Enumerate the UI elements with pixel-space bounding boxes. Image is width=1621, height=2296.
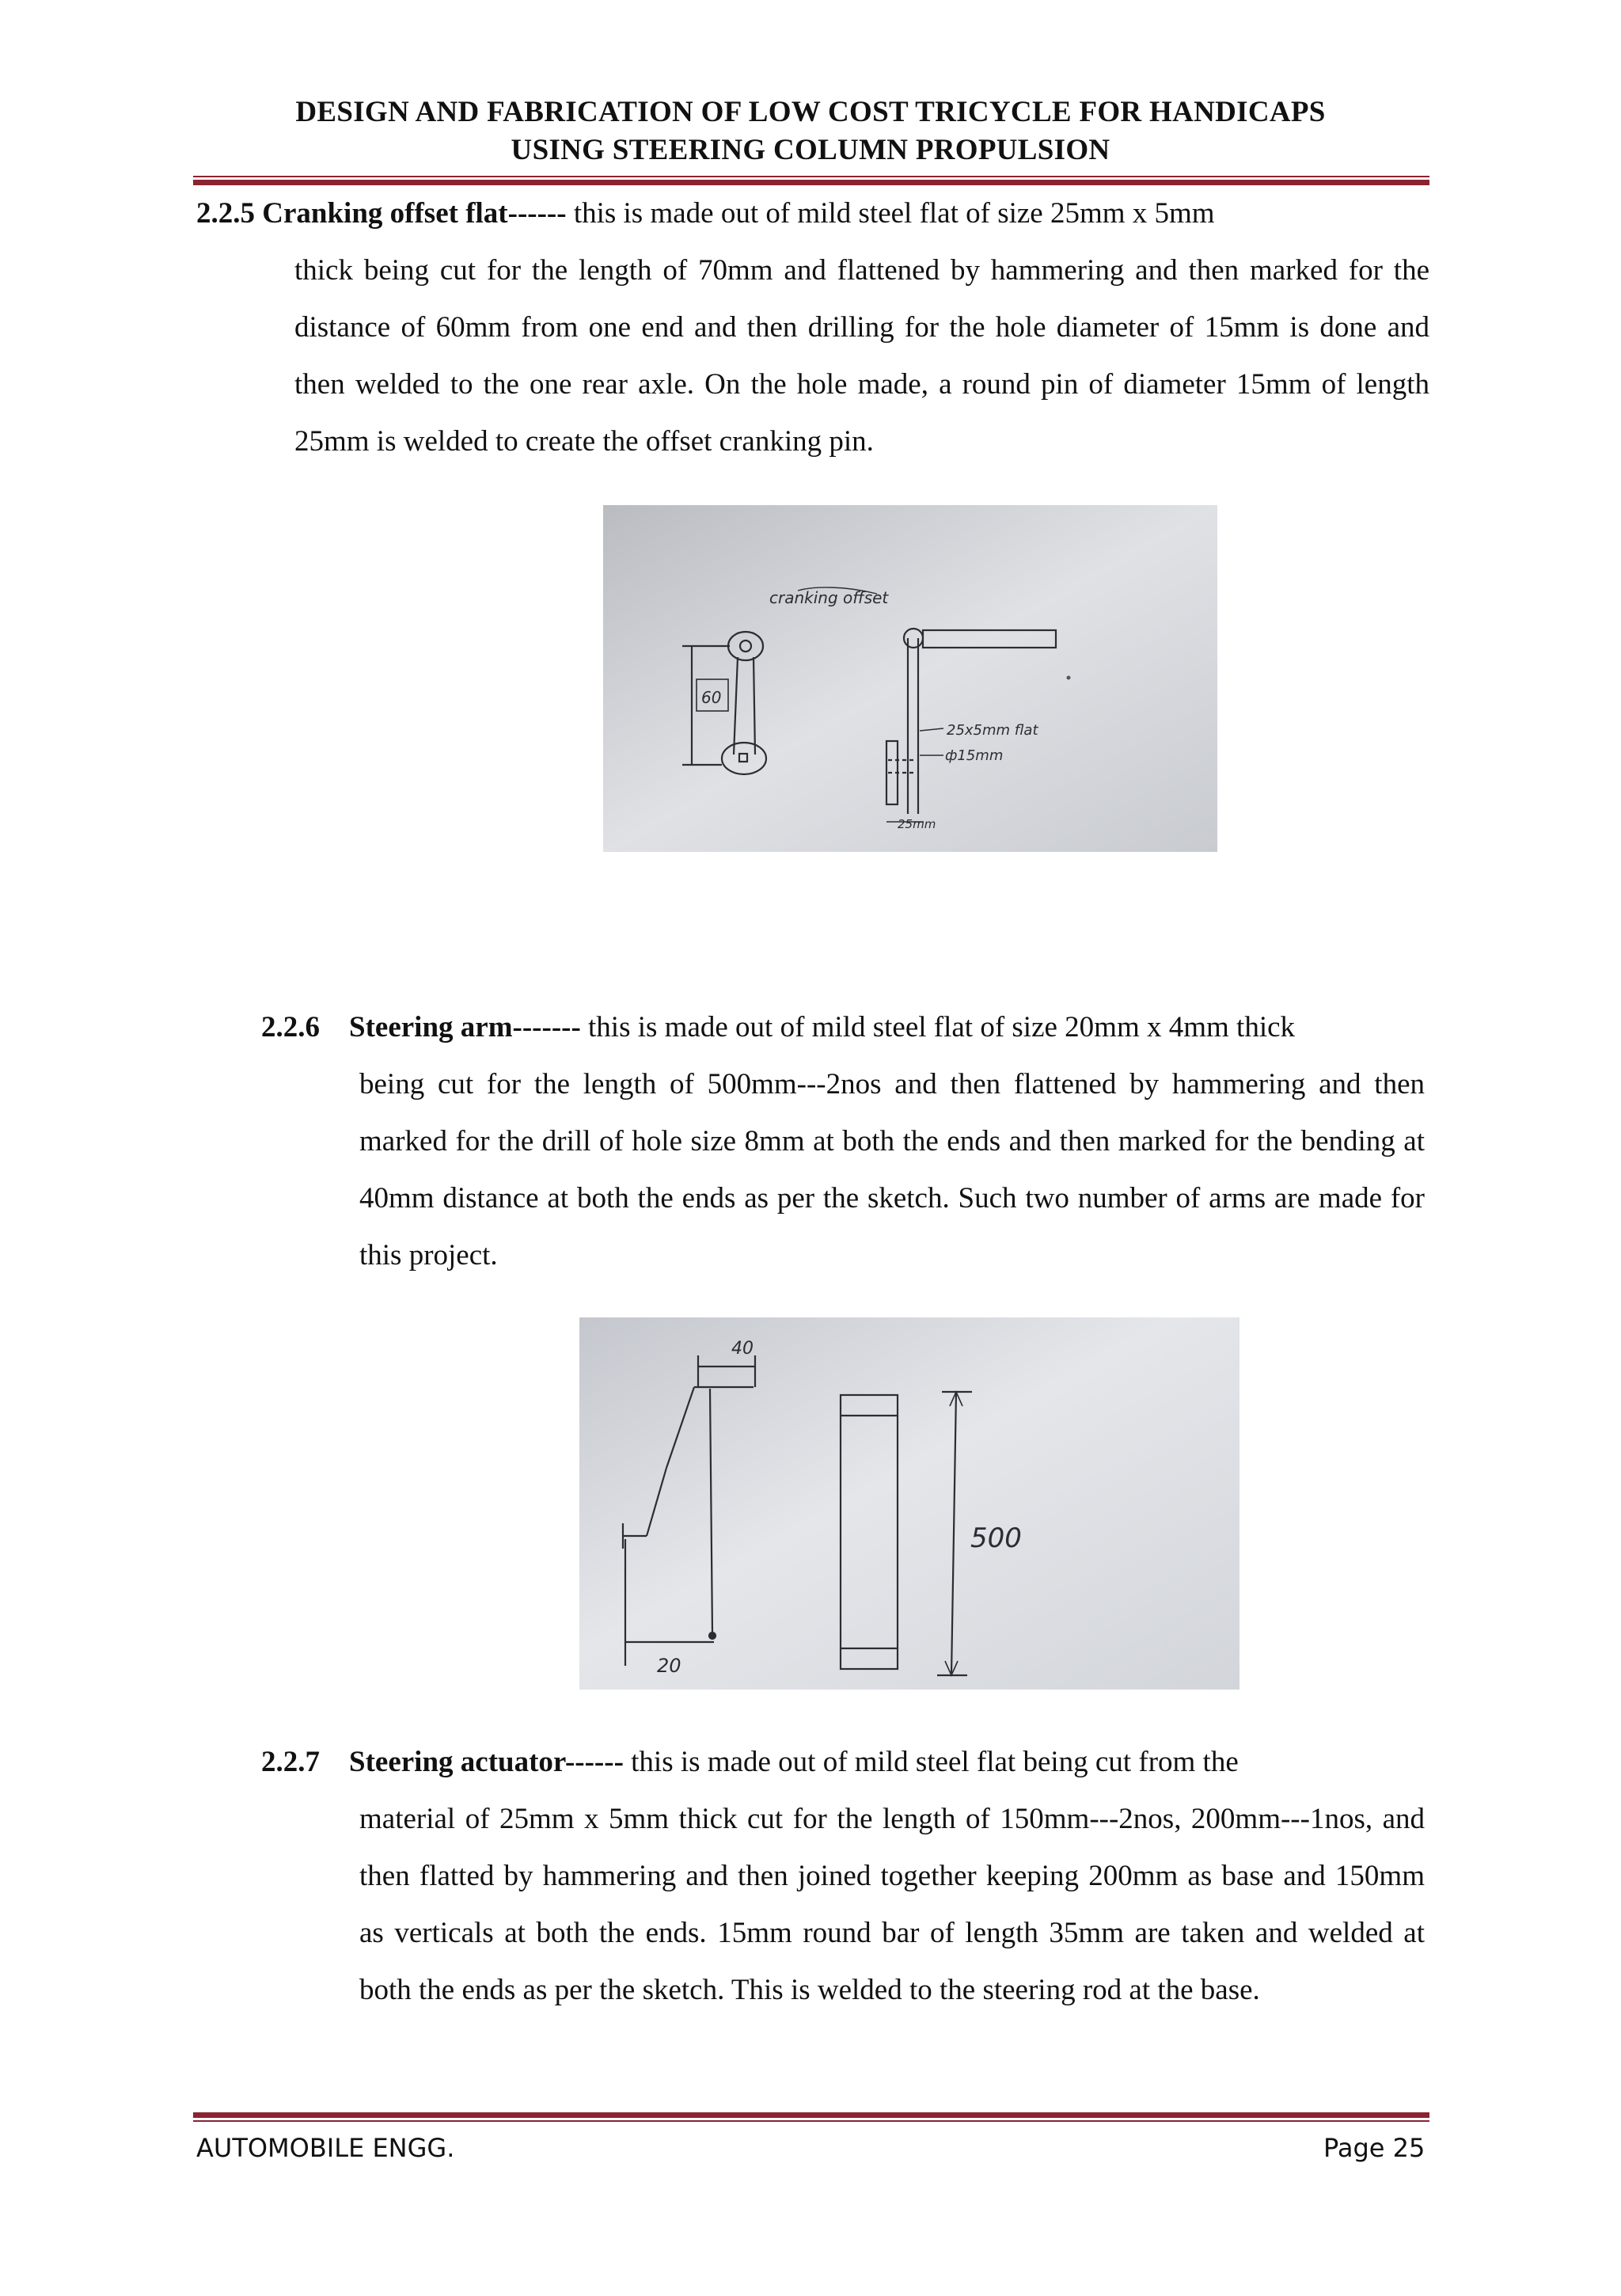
section-lead: this is made out of mild steel flat of size 20mm x 4mm thick — [580, 1011, 1296, 1043]
fig1-flat-note: 25x5mm flat — [947, 722, 1038, 739]
section-dashes: ------ — [564, 1746, 624, 1778]
fig1-hole-note: ф15mm — [945, 747, 1004, 764]
header-title-line1: DESIGN AND FABRICATION OF LOW COST TRICYCLE FOR HANDICAPS — [295, 96, 1326, 128]
cranking-offset-sketch-photo — [603, 505, 1217, 852]
section-number: 2.2.6 — [261, 1011, 320, 1043]
fig1-title: cranking offset — [769, 588, 889, 607]
section-2-2-5-body: thick being cut for the length of 70mm and flattened by hammering and then marked for the distance of 60mm from one end and then drilling for the hole diameter of 15mm is done and then welded to the one rear axle. On the hole made, a round pin of diameter 15mm of length 25mm is welded to create the offset cranking pin. — [294, 254, 1429, 458]
page-header — [0, 93, 1621, 169]
section-lead: this is made out of mild steel flat being cut from the — [623, 1746, 1239, 1778]
fig2-dim-base: 20 — [657, 1655, 681, 1677]
header-rule — [193, 176, 1429, 185]
section-2-2-6-heading — [261, 1009, 1295, 1047]
section-dashes: ------- — [512, 1011, 581, 1043]
footer-department: AUTOMOBILE ENGG. — [196, 2133, 455, 2163]
section-title: Steering arm — [349, 1011, 513, 1043]
section-title: Steering actuator — [349, 1746, 565, 1778]
section-2-2-6-body: being cut for the length of 500mm---2nos and then flattened by hammering and then marked for the drill of hole size 8mm at both the ends and then marked for the bending at 40mm distance at both the ends as per the sketch. Such two number of arms are made for this project. — [359, 1068, 1425, 1272]
fig1-dim-length: 60 — [701, 688, 722, 707]
section-lead: this is made out of mild steel flat of size 25mm x 5mm — [566, 197, 1215, 230]
header-title-line2: USING STEERING COLUMN PROPULSION — [511, 134, 1110, 166]
section-2-2-7-heading — [261, 1743, 1239, 1781]
footer-page-number: Page 25 — [1323, 2133, 1425, 2163]
fig2-dim-height: 500 — [970, 1522, 1022, 1554]
section-number: 2.2.7 — [261, 1746, 320, 1778]
section-2-2-7-body: material of 25mm x 5mm thick cut for the length of 150mm---2nos, 200mm---1nos, and then flatted by hammering and then joined together keeping 200mm as base and 150mm as verticals at both the ends. 15mm round bar of length 35mm are taken and welded at both the ends as per the sketch. This is welded to the steering rod at the base. — [359, 1803, 1425, 2006]
steering-arm-sketch-photo — [579, 1317, 1239, 1690]
fig2-dim-top: 40 — [731, 1339, 754, 1359]
section-number: 2.2.5 — [196, 197, 255, 230]
fig1-pin-note: 25mm — [898, 817, 936, 831]
footer-rule — [193, 2112, 1429, 2122]
section-title: Cranking offset flat — [262, 197, 508, 230]
section-dashes: ------ — [507, 197, 567, 230]
section-2-2-5-heading — [196, 195, 1215, 233]
